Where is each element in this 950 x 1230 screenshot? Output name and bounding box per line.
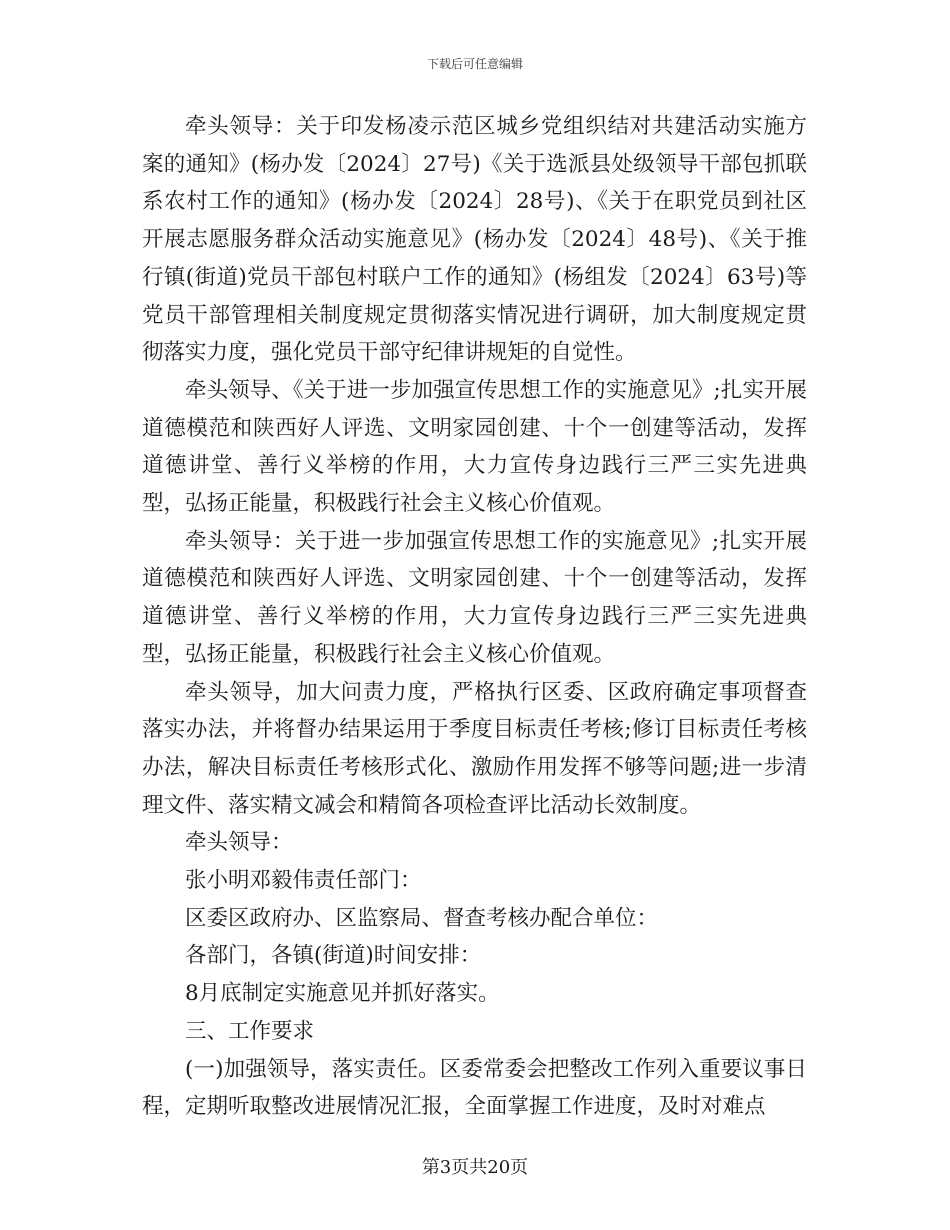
page-header-note: 下载后可任意编辑 xyxy=(426,57,523,71)
paragraph-6: 张小明邓毅伟责任部门： xyxy=(185,868,422,894)
paragraph-9: 8月底制定实施意见并抓好落实。 xyxy=(185,981,500,1007)
document-body xyxy=(142,108,807,1126)
paragraph-11: (一)加强领导，落实责任。区委常委会把整改工作列入重要议事日程，定期听取整改进展情况汇报，全面掌握工作进度，及时对难点 xyxy=(142,1056,807,1120)
paragraph-1: 牵头领导：关于印发杨凌示范区城乡党组织结对共建活动实施方案的通知》(杨办发〔2024〕27号)《关于选派县处级领导干部包抓联系农村工作的通知》(杨办发〔2024〕28号)、《关于在职党员到社区开展志愿服务群众活动实施意见》(杨办发〔2024〕48号)、《关于推行镇(街道)党员干部包村联户工作的通知》(杨组发〔2024〕63号)等党员干部管理相关制度规定贯彻落实情况进行调研，加大制度规定贯彻落实力度，强化党员干部守纪律讲规矩的自觉性。 xyxy=(142,114,807,366)
paragraph-4: 牵头领导，加大问责力度，严格执行区委、区政府确定事项督查落实办法，并将督办结果运用于季度目标责任考核;修订目标责任考核办法，解决目标责任考核形式化、激励作用发挥不够等问题;进一步清理文件、落实精文减会和精简各项检查评比活动长效制度。 xyxy=(142,679,807,818)
paragraph-3: 牵头领导：关于进一步加强宣传思想工作的实施意见》;扎实开展道德模范和陕西好人评选、文明家园创建、十个一创建等活动，发挥道德讲堂、善行义举榜的作用，大力宣传身边践行三严三实先进典型，弘扬正能量，积极践行社会主义核心价值观。 xyxy=(142,528,807,667)
paragraph-5: 牵头领导： xyxy=(185,830,293,856)
paragraph-7: 区委区政府办、区监察局、督查考核办配合单位： xyxy=(185,905,659,931)
paragraph-8: 各部门，各镇(街道)时间安排： xyxy=(185,943,482,969)
section-heading: 三、工作要求 xyxy=(185,1018,315,1044)
paragraph-2: 牵头领导、《关于进一步加强宣传思想工作的实施意见》;扎实开展道德模范和陕西好人评选、文明家园创建、十个一创建等活动，发挥道德讲堂、善行义举榜的作用，大力宣传身边践行三严三实先进典型，弘扬正能量，积极践行社会主义核心价值观。 xyxy=(142,377,807,517)
page-number-indicator: 第3页共20页 xyxy=(421,1157,529,1178)
